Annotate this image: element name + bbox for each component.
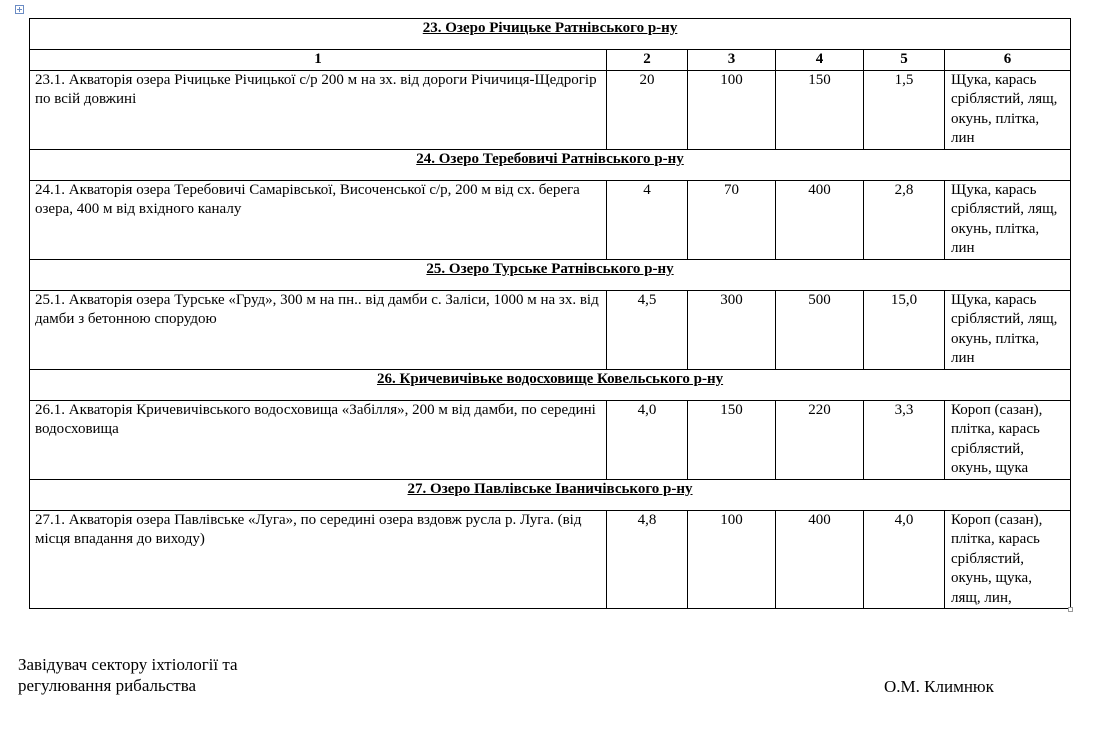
value-col3: 150 xyxy=(688,400,776,479)
value-col3: 70 xyxy=(688,180,776,259)
value-col3: 100 xyxy=(688,510,776,609)
area-description: 24.1. Акваторія озера Теребовичі Самарівської, Височенської с/р, 200 м від сх. берега озера, 400 м від вхідного каналу xyxy=(30,180,607,259)
value-col4: 400 xyxy=(776,180,864,259)
table-row xyxy=(30,70,1071,149)
table-resize-handle[interactable] xyxy=(1068,607,1073,612)
area-description: 25.1. Акваторія озера Турське «Груд», 300 м на пн.. від дамби с. Заліси, 1000 м на зх. від дамби з бетонною спорудою xyxy=(30,290,607,369)
section-title: 23. Озеро Річицьке Ратнівського р-ну xyxy=(30,19,1071,50)
fish-species: Короп (сазан), плітка, карась сріблястий, окунь, щука, лящ, лин, xyxy=(945,510,1071,609)
fish-species: Щука, карась сріблястий, лящ, окунь, плітка, лин xyxy=(945,70,1071,149)
column-header-6: 6 xyxy=(945,50,1071,71)
column-header-1: 1 xyxy=(30,50,607,71)
table-row xyxy=(30,510,1071,609)
value-col3: 300 xyxy=(688,290,776,369)
column-number-row xyxy=(30,50,1071,71)
value-col4: 500 xyxy=(776,290,864,369)
value-col2: 4,0 xyxy=(607,400,688,479)
section-title: 27. Озеро Павлівське Іваничівського р-ну xyxy=(30,479,1071,510)
value-col2: 4,5 xyxy=(607,290,688,369)
table-row xyxy=(30,400,1071,479)
area-description: 26.1. Акваторія Кричевичівського водосховища «Забілля», 200 м від дамби, по середині водосховища xyxy=(30,400,607,479)
area-description: 27.1. Акваторія озера Павлівське «Луга», по середині озера вздовж русла р. Луга. (від місця впадання до виходу) xyxy=(30,510,607,609)
section-title: 25. Озеро Турське Ратнівського р-ну xyxy=(30,259,1071,290)
fish-species: Короп (сазан), плітка, карась сріблястий, окунь, щука xyxy=(945,400,1071,479)
value-col4: 150 xyxy=(776,70,864,149)
column-header-5: 5 xyxy=(864,50,945,71)
section-header-row xyxy=(30,259,1071,290)
value-col5: 4,0 xyxy=(864,510,945,609)
value-col5: 15,0 xyxy=(864,290,945,369)
signature-name: О.М. Климнюк xyxy=(884,677,994,696)
fishing-areas-table xyxy=(29,18,1071,609)
section-header-row xyxy=(30,369,1071,400)
section-title: 24. Озеро Теребовичі Ратнівського р-ну xyxy=(30,149,1071,180)
table-row xyxy=(30,180,1071,259)
section-title: 26. Кричевичівьке водосховище Ковельського р-ну xyxy=(30,369,1071,400)
fish-species: Щука, карась сріблястий, лящ, окунь, плітка, лин xyxy=(945,180,1071,259)
section-header-row xyxy=(30,19,1071,50)
section-header-row xyxy=(30,479,1071,510)
value-col2: 4,8 xyxy=(607,510,688,609)
value-col5: 1,5 xyxy=(864,70,945,149)
value-col5: 3,3 xyxy=(864,400,945,479)
value-col5: 2,8 xyxy=(864,180,945,259)
column-header-4: 4 xyxy=(776,50,864,71)
section-header-row xyxy=(30,149,1071,180)
area-description: 23.1. Акваторія озера Річицьке Річицької с/р 200 м на зх. від дороги Річичиця-Щедрогір по всій довжині xyxy=(30,70,607,149)
column-header-2: 2 xyxy=(607,50,688,71)
value-col3: 100 xyxy=(688,70,776,149)
value-col4: 400 xyxy=(776,510,864,609)
value-col2: 20 xyxy=(607,70,688,149)
table-move-handle-icon[interactable] xyxy=(15,5,24,14)
column-header-3: 3 xyxy=(688,50,776,71)
signature-position-line2: регулювання рибальства xyxy=(18,676,197,695)
signature-position xyxy=(18,654,238,696)
fish-species: Щука, карась сріблястий, лящ, окунь, плітка, лин xyxy=(945,290,1071,369)
value-col4: 220 xyxy=(776,400,864,479)
signature-position-line1: Завідувач сектору іхтіології та xyxy=(18,655,238,674)
table-row xyxy=(30,290,1071,369)
value-col2: 4 xyxy=(607,180,688,259)
